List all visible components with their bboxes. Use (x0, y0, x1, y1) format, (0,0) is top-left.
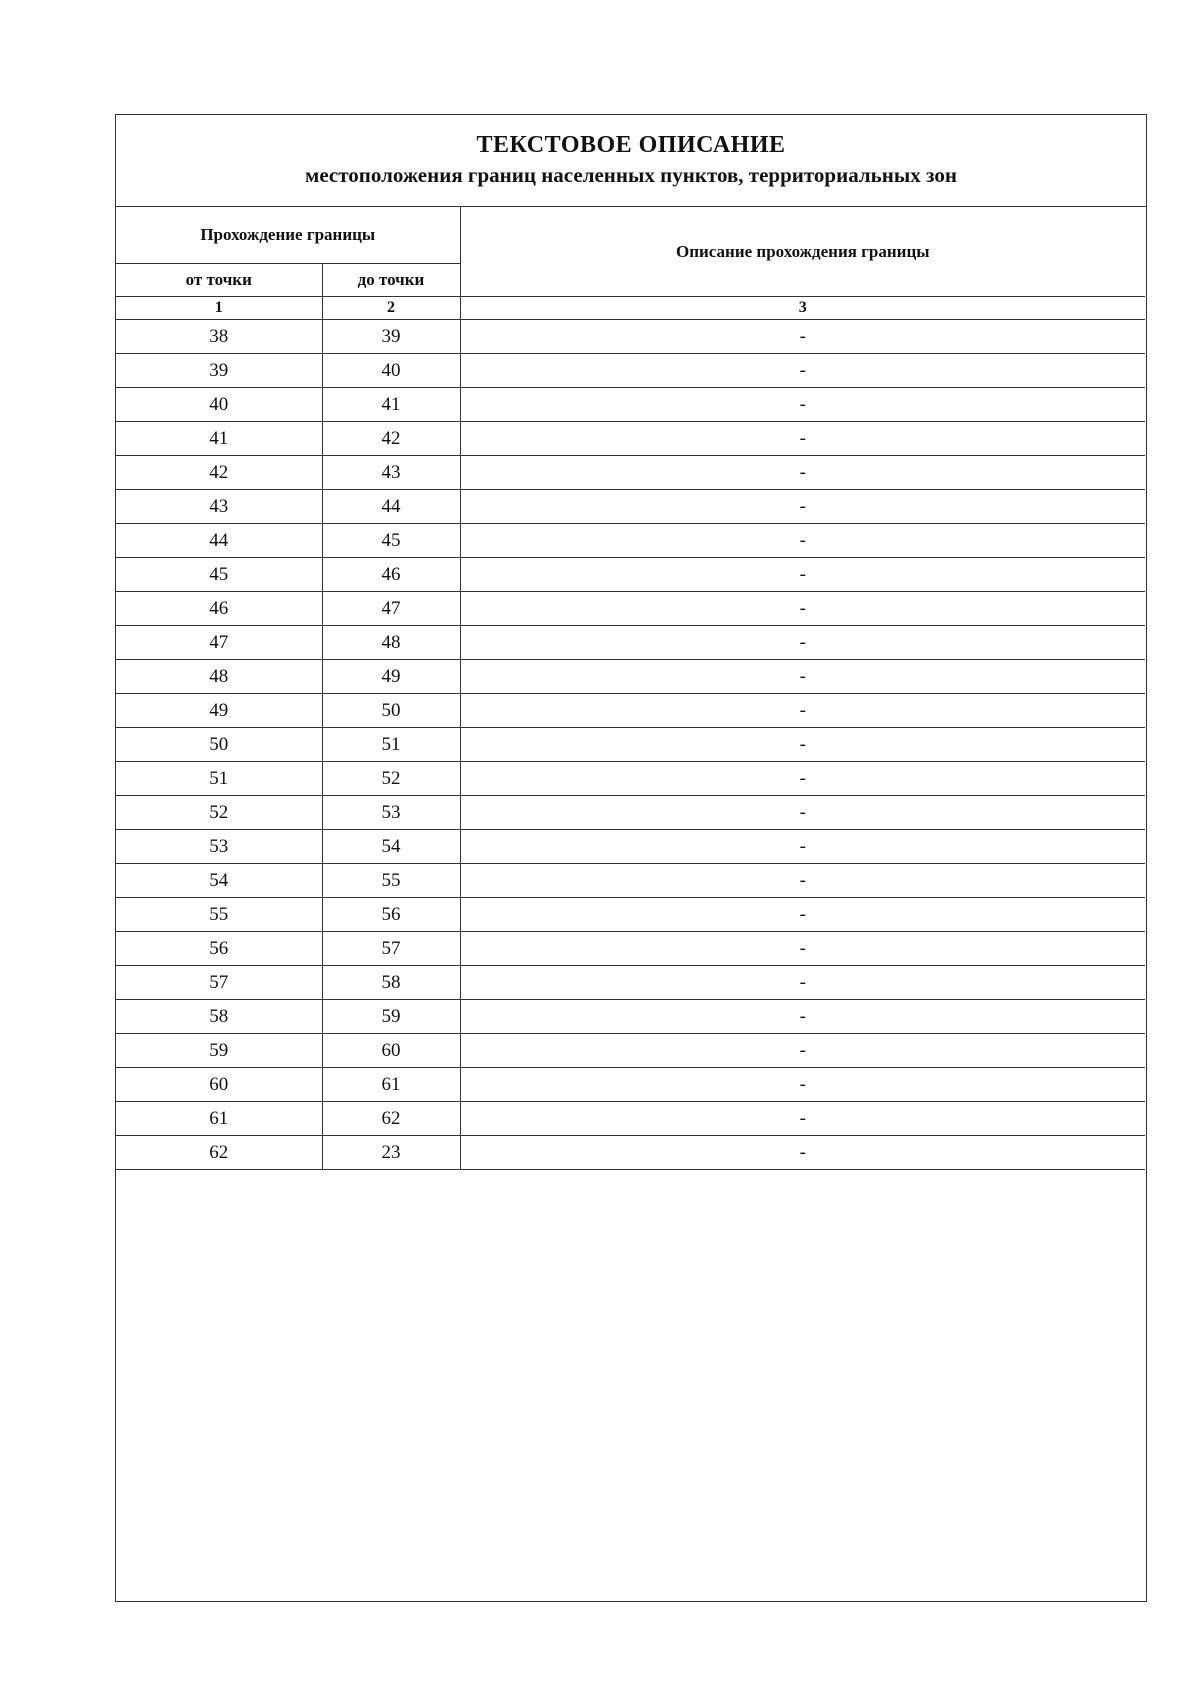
cell-from-point: 57 (116, 966, 322, 1000)
cell-from-point: 45 (116, 558, 322, 592)
cell-to-point: 57 (322, 932, 460, 966)
cell-from-point: 44 (116, 524, 322, 558)
table-row (116, 354, 1145, 388)
cell-description: - (460, 592, 1145, 626)
table-row (116, 660, 1145, 694)
cell-description: - (460, 1034, 1145, 1068)
cell-to-point: 47 (322, 592, 460, 626)
cell-to-point: 43 (322, 456, 460, 490)
cell-to-point: 41 (322, 388, 460, 422)
cell-to-point: 49 (322, 660, 460, 694)
cell-description: - (460, 626, 1145, 660)
table-row (116, 1000, 1145, 1034)
cell-description: - (460, 1136, 1145, 1170)
cell-from-point: 61 (116, 1102, 322, 1136)
cell-description: - (460, 354, 1145, 388)
cell-description: - (460, 422, 1145, 456)
cell-to-point: 52 (322, 762, 460, 796)
cell-to-point: 23 (322, 1136, 460, 1170)
cell-description: - (460, 524, 1145, 558)
cell-to-point: 60 (322, 1034, 460, 1068)
cell-from-point: 48 (116, 660, 322, 694)
table-header (116, 207, 1145, 320)
table-row (116, 422, 1145, 456)
cell-from-point: 50 (116, 728, 322, 762)
table-row (116, 1136, 1145, 1170)
title-block (116, 115, 1146, 207)
table-row (116, 762, 1145, 796)
table-body (116, 320, 1145, 1170)
column-number-1: 1 (116, 297, 322, 320)
cell-from-point: 56 (116, 932, 322, 966)
document-title: ТЕКСТОВОЕ ОПИСАНИЕ (476, 132, 786, 158)
cell-from-point: 53 (116, 830, 322, 864)
cell-from-point: 51 (116, 762, 322, 796)
cell-to-point: 56 (322, 898, 460, 932)
header-boundary-passage: Прохождение границы (116, 207, 460, 264)
cell-to-point: 48 (322, 626, 460, 660)
table-row (116, 1068, 1145, 1102)
cell-description: - (460, 694, 1145, 728)
cell-to-point: 55 (322, 864, 460, 898)
column-number-3: 3 (460, 297, 1145, 320)
cell-to-point: 40 (322, 354, 460, 388)
cell-description: - (460, 762, 1145, 796)
cell-to-point: 59 (322, 1000, 460, 1034)
cell-description: - (460, 1068, 1145, 1102)
table-row (116, 456, 1145, 490)
table-row (116, 320, 1145, 354)
cell-description: - (460, 490, 1145, 524)
cell-from-point: 47 (116, 626, 322, 660)
cell-from-point: 40 (116, 388, 322, 422)
cell-description: - (460, 830, 1145, 864)
cell-from-point: 58 (116, 1000, 322, 1034)
cell-description: - (460, 932, 1145, 966)
cell-to-point: 53 (322, 796, 460, 830)
cell-from-point: 39 (116, 354, 322, 388)
cell-from-point: 52 (116, 796, 322, 830)
cell-description: - (460, 456, 1145, 490)
cell-to-point: 58 (322, 966, 460, 1000)
cell-from-point: 54 (116, 864, 322, 898)
cell-from-point: 55 (116, 898, 322, 932)
cell-description: - (460, 660, 1145, 694)
cell-to-point: 50 (322, 694, 460, 728)
cell-from-point: 59 (116, 1034, 322, 1068)
cell-to-point: 54 (322, 830, 460, 864)
cell-to-point: 61 (322, 1068, 460, 1102)
table-row (116, 728, 1145, 762)
table-row (116, 524, 1145, 558)
cell-from-point: 42 (116, 456, 322, 490)
cell-from-point: 43 (116, 490, 322, 524)
header-description: Описание прохождения границы (460, 207, 1145, 297)
cell-description: - (460, 728, 1145, 762)
cell-description: - (460, 388, 1145, 422)
cell-description: - (460, 966, 1145, 1000)
cell-to-point: 62 (322, 1102, 460, 1136)
header-from-point: от точки (116, 264, 322, 297)
cell-from-point: 49 (116, 694, 322, 728)
cell-description: - (460, 320, 1145, 354)
table-row (116, 592, 1145, 626)
cell-from-point: 38 (116, 320, 322, 354)
table-row (116, 626, 1145, 660)
table-row (116, 932, 1145, 966)
table-row (116, 1034, 1145, 1068)
table-row (116, 966, 1145, 1000)
table-row (116, 830, 1145, 864)
table-row (116, 490, 1145, 524)
cell-description: - (460, 796, 1145, 830)
table-row (116, 388, 1145, 422)
cell-description: - (460, 1102, 1145, 1136)
cell-to-point: 39 (322, 320, 460, 354)
boundary-table (116, 207, 1145, 1170)
table-row (116, 864, 1145, 898)
cell-from-point: 41 (116, 422, 322, 456)
cell-to-point: 51 (322, 728, 460, 762)
cell-from-point: 60 (116, 1068, 322, 1102)
cell-from-point: 62 (116, 1136, 322, 1170)
cell-to-point: 45 (322, 524, 460, 558)
cell-description: - (460, 558, 1145, 592)
table-row (116, 898, 1145, 932)
document-frame (115, 114, 1147, 1602)
cell-description: - (460, 864, 1145, 898)
cell-to-point: 44 (322, 490, 460, 524)
cell-to-point: 46 (322, 558, 460, 592)
cell-from-point: 46 (116, 592, 322, 626)
cell-description: - (460, 1000, 1145, 1034)
table-row (116, 796, 1145, 830)
header-to-point: до точки (322, 264, 460, 297)
cell-to-point: 42 (322, 422, 460, 456)
cell-description: - (460, 898, 1145, 932)
column-number-2: 2 (322, 297, 460, 320)
table-row (116, 558, 1145, 592)
table-row (116, 694, 1145, 728)
table-row (116, 1102, 1145, 1136)
document-subtitle: местоположения границ населенных пунктов, территориальных зон (305, 163, 957, 187)
